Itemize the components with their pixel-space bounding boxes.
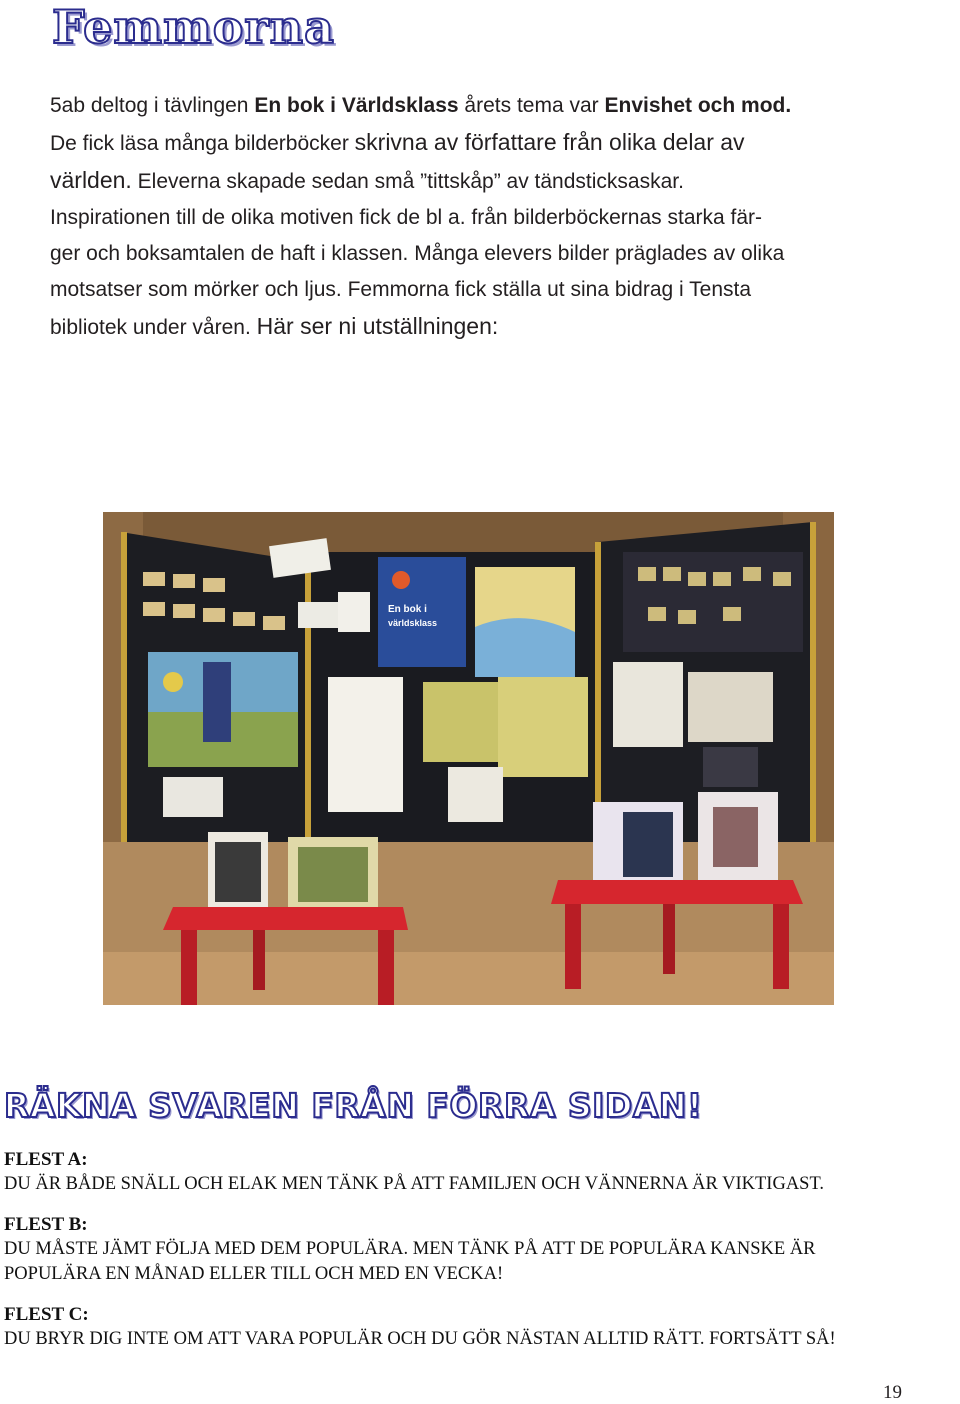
- answer-b-label: FLEST B:: [4, 1214, 88, 1235]
- intro-line-4: Inspirationen till de olika motiven fick de bl a. från bilderböckernas starka fär-: [50, 206, 763, 229]
- intro-line-5: ger och boksamtalen de haft i klassen. Många elevers bilder präglades av olika: [50, 242, 785, 265]
- poster-line-2: världsklass: [388, 618, 438, 628]
- intro-paragraph: [50, 88, 930, 346]
- page-number: 19: [883, 1382, 902, 1403]
- exhibition-illustration: [103, 512, 834, 1005]
- poster-line-1: En bok i: [388, 604, 427, 615]
- quiz-answers: [4, 1148, 960, 1368]
- page-title: Femmorna: [52, 0, 335, 54]
- intro-line-2: De fick läsa många bilderböcker skrivna av författare från olika delar av: [50, 129, 745, 155]
- answer-c: [4, 1303, 960, 1352]
- answer-a-line-1: DU ÄR BÅDE SNÄLL OCH ELAK MEN TÄNK PÅ ATT FAMILJEN OCH VÄNNERNA ÄR VIKTIGAST.: [4, 1174, 825, 1194]
- answer-c-line-1: DU BRYR DIG INTE OM ATT VARA POPULÄR OCH DU GÖR NÄSTAN ALLTID RÄTT. FORTSÄTT SÅ!: [4, 1329, 836, 1349]
- answer-b-line-2: POPULÄRA EN MÅNAD ELLER TILL OCH MED EN VECKA!: [4, 1264, 504, 1284]
- exhibition-photo: [103, 512, 834, 1005]
- answer-a: [4, 1148, 960, 1197]
- answer-b: [4, 1213, 960, 1287]
- intro-line-6: motsatser som mörker och ljus. Femmorna fick ställa ut sina bidrag i Tensta: [50, 278, 752, 301]
- intro-line-7: bibliotek under våren. Här ser ni utställningen:: [50, 313, 499, 339]
- intro-line-1: 5ab deltog i tävlingen En bok i Världsklass årets tema var Envishet och mod.: [50, 94, 792, 117]
- intro-line-3: världen. Eleverna skapade sedan små ”tittskåp” av tändsticksaskar.: [50, 167, 684, 193]
- quiz-title: RÄKNA SVAREN FRÅN FÖRRA SIDAN!: [4, 1086, 703, 1125]
- answer-a-label: FLEST A:: [4, 1149, 88, 1170]
- answer-c-label: FLEST C:: [4, 1304, 89, 1325]
- answer-b-line-1: DU MÅSTE JÄMT FÖLJA MED DEM POPULÄRA. MEN TÄNK PÅ ATT DE POPULÄRA KANSKE ÄR: [4, 1239, 816, 1259]
